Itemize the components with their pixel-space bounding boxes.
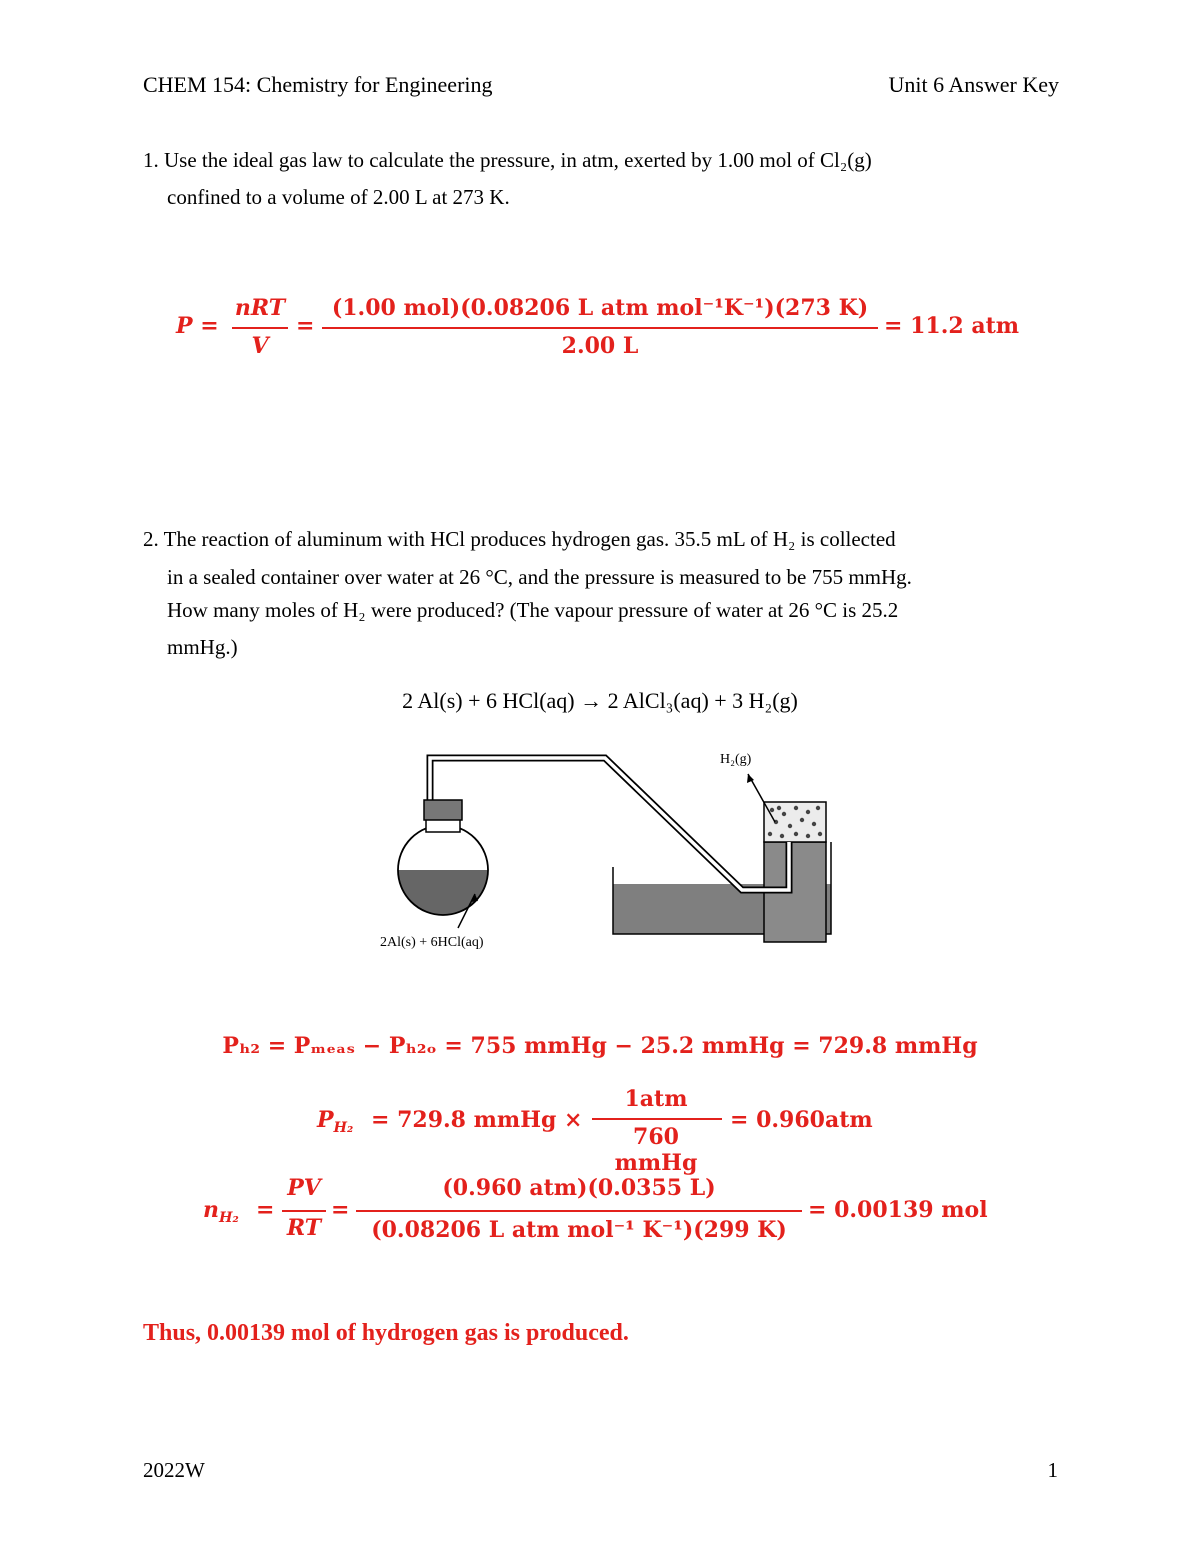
document-title: Unit 6 Answer Key (888, 72, 1059, 97)
moles-result: = 0.00139 mol (808, 1197, 988, 1223)
conversion-result: = 0.960atm (730, 1107, 873, 1133)
fraction-denominator: RT (286, 1215, 322, 1241)
equals-sign: = (296, 313, 315, 339)
fraction-numerator: (0.960 atm)(0.0355 L) (442, 1175, 716, 1201)
pressure-symbol: $P_{H_2}$ (317, 1107, 354, 1136)
fraction-bar (356, 1210, 802, 1212)
result-value: = 11.2 atm (884, 313, 1020, 339)
footer-term: 2022W (143, 1458, 205, 1482)
question-1-line-1: 1. Use the ideal gas law to calculate the pressure, in atm, exerted by 1.00 mol of Cl₂(g) (143, 148, 872, 172)
gas-label: H₂(g) (720, 752, 752, 767)
fraction-denominator: V (251, 333, 269, 359)
gas-arrow (748, 774, 775, 822)
question-2-line-3: How many moles of H₂ were produced? (The vapour pressure of water at 26 °C is 25.2 (167, 598, 899, 622)
fraction-denominator: 760 mmHg (614, 1124, 698, 1176)
conclusion: Thus, 0.00139 mol of hydrogen gas is produced. (143, 1320, 629, 1346)
question-2-line-4: mmHg.) (167, 635, 238, 659)
flask-liquid (398, 870, 488, 915)
question-2-line-2: in a sealed container over water at 26 °C, and the pressure is measured to be 755 mmHg. (167, 565, 912, 589)
partial-pressure-equation: Pₕ₂ = Pₘₑₐₛ − Pₕ₂ₒ = 755 mmHg − 25.2 mmHg = 729.8 mmHg (222, 1033, 978, 1059)
pressure-symbol: P = (176, 313, 219, 339)
reaction-equation: 2 Al(s) + 6 HCl(aq) → 2 AlCl₃(aq) + 3 H₂(g) (402, 688, 798, 713)
flask-stopper (424, 800, 462, 820)
question-1-line-2: confined to a volume of 2.00 L at 273 K. (167, 185, 510, 209)
fraction-denominator: 2.00 L (561, 333, 639, 359)
fraction-bar (232, 327, 288, 329)
fraction-denominator: (0.08206 L atm mol⁻¹ K⁻¹)(299 K) (371, 1217, 787, 1243)
conversion-lhs: = 729.8 mmHg × (371, 1107, 583, 1133)
fraction-bar (592, 1118, 722, 1120)
equals-sign: = (331, 1197, 350, 1223)
fraction-numerator: nRT (234, 295, 286, 321)
flask-label: 2Al(s) + 6HCl(aq) (380, 935, 484, 950)
equals-sign: = (256, 1197, 275, 1223)
fraction-bar (322, 327, 878, 329)
question-2-line-1: 2. The reaction of aluminum with HCl produces hydrogen gas. 35.5 mL of H₂ is collected (143, 527, 896, 551)
fraction-numerator: 1atm (624, 1086, 688, 1112)
fraction-numerator: (1.00 mol)(0.08206 L atm mol⁻¹K⁻¹)(273 K) (331, 295, 869, 321)
gas-collection-apparatus (380, 742, 850, 957)
fraction-numerator: PV (287, 1175, 321, 1201)
moles-symbol: $n_{H_2}$ (203, 1197, 239, 1226)
course-title: CHEM 154: Chemistry for Engineering (143, 72, 493, 97)
fraction-bar (282, 1210, 326, 1212)
page-number: 1 (1047, 1458, 1058, 1482)
